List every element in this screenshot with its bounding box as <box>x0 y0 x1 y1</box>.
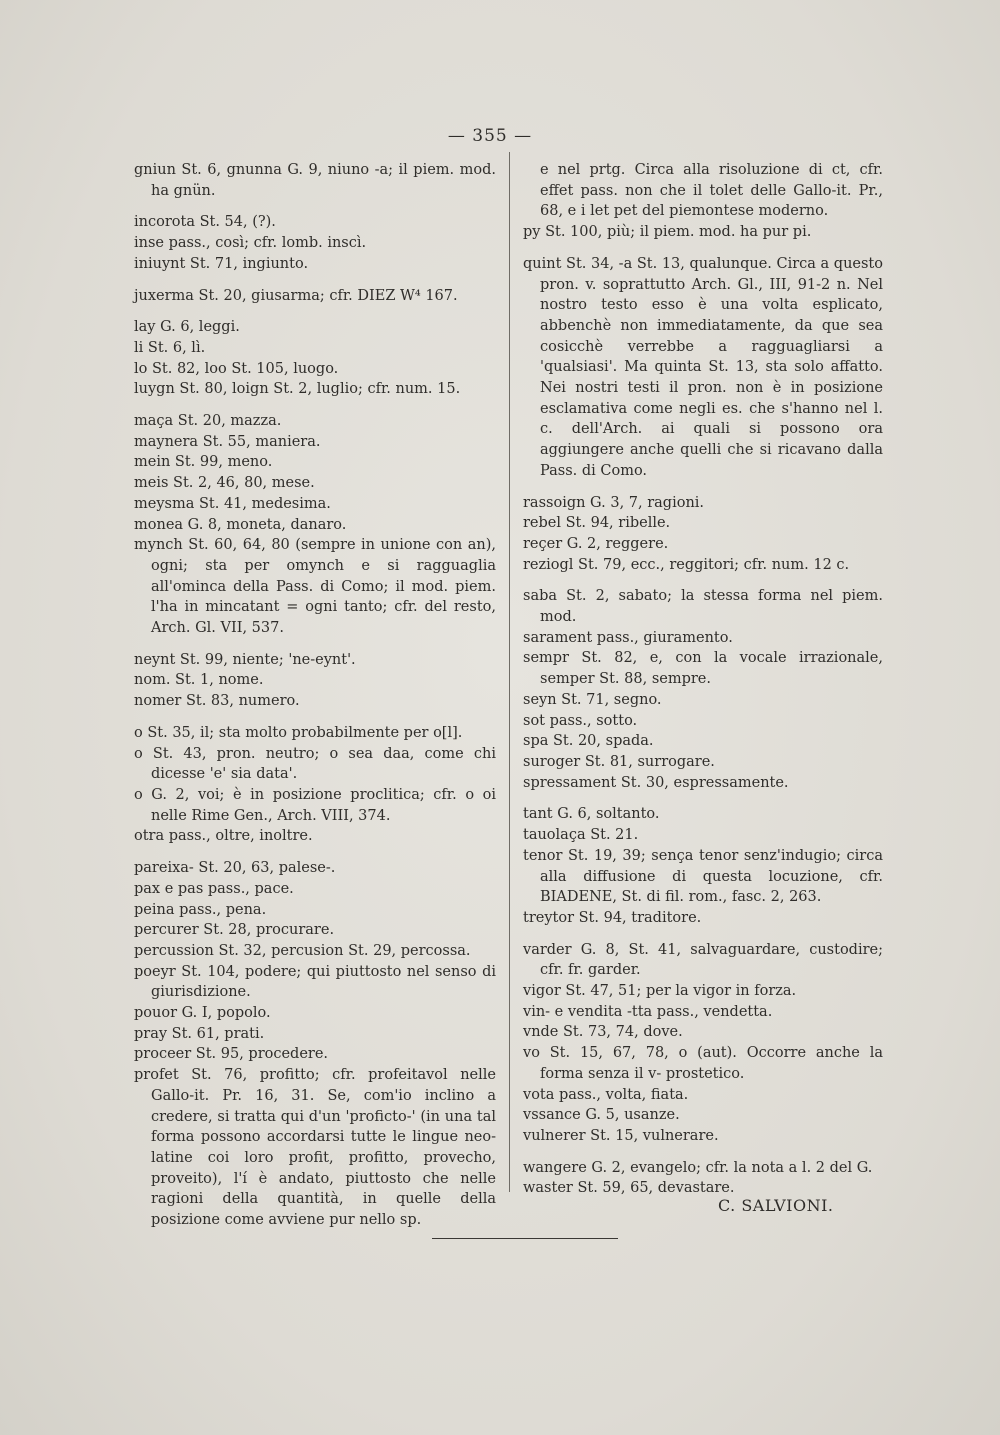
glossary-entry: rassoign G. 3, 7, ragioni. <box>523 494 705 511</box>
glossary-entry: mynch St. 60, 64, 80 (sempre in unione con an), ogni; sta per omynch e si ragguaglia all'ominca della Pass. di Como; il mod. piem. l'ha in mincatant = ogni tanto; cfr. del resto, Arch. Gl. VII, 537. <box>134 537 496 637</box>
glossary-entry: rebel St. 94, ribelle. <box>523 515 671 532</box>
page-number: — 355 — <box>447 126 533 146</box>
glossary-entry: vnde St. 73, 74, dove. <box>523 1024 683 1041</box>
glossary-entry: vulnerer St. 15, vulnerare. <box>523 1127 719 1144</box>
glossary-entry: py St. 100, più; il piem. mod. ha pur pi. <box>523 224 812 241</box>
glossary-entry: lay G. 6, leggi. <box>134 319 240 336</box>
glossary-entry: varder G. 8, St. 41, salvaguardare, custodire; cfr. fr. garder. <box>523 941 883 979</box>
glossary-entry: percussion St. 32, percusion St. 29, percossa. <box>134 942 471 959</box>
glossary-entry: meis St. 2, 46, 80, mese. <box>134 475 315 492</box>
glossary-entry: reçer G. 2, reggere. <box>523 535 669 552</box>
glossary-entry: lo St. 82, loo St. 105, luogo. <box>134 360 339 377</box>
glossary-entry: pax e pas pass., pace. <box>134 880 294 897</box>
glossary-entry: tauolaça St. 21. <box>523 827 639 844</box>
right-column <box>523 160 883 1199</box>
glossary-entry: sot pass., sotto. <box>523 712 638 729</box>
glossary-entry: sempr St. 82, e, con la vocale irrazionale, semper St. 88, sempre. <box>523 650 883 688</box>
glossary-entry: vigor St. 47, 51; per la vigor in forza. <box>523 983 797 1000</box>
glossary-entry: luygn St. 80, loign St. 2, luglio; cfr. num. 15. <box>134 381 461 398</box>
glossary-entry: maça St. 20, mazza. <box>134 413 282 430</box>
glossary-entry: neynt St. 99, niente; 'ne-eynt'. <box>134 651 356 668</box>
glossary-entry: mein St. 99, meno. <box>134 454 273 471</box>
glossary-entry: iniuynt St. 71, ingiunto. <box>134 255 309 272</box>
glossary-entry: pray St. 61, prati. <box>134 1025 265 1042</box>
glossary-entry: poeyr St. 104, podere; qui piuttosto nel senso di giurisdizione. <box>134 963 496 1001</box>
glossary-entry: vssance G. 5, usanze. <box>523 1107 680 1124</box>
glossary-entry: o G. 2, voi; è in posizione proclitica; cfr. o oi nelle Rime Gen., Arch. VIII, 374. <box>134 786 496 824</box>
glossary-entry: suroger St. 81, surrogare. <box>523 753 715 770</box>
closing-rule <box>432 1238 618 1239</box>
glossary-entry: inse pass., così; cfr. lomb. inscì. <box>134 235 367 252</box>
glossary-entry: li St. 6, lì. <box>134 339 206 356</box>
glossary-entry: vin- e vendita -tta pass., vendetta. <box>523 1003 773 1020</box>
glossary-entry: percurer St. 28, procurare. <box>134 922 335 939</box>
glossary-entry: waster St. 59, 65, devastare. <box>523 1180 735 1197</box>
glossary-entry: meysma St. 41, medesima. <box>134 495 331 512</box>
glossary-entry: profet St. 76, profitto; cfr. profeitavol nelle Gallo-it. Pr. 16, 31. Se, com'io inclino a credere, si tratta qui d'un 'proficto-' (in una tal forma possono accordarsi tutte le lingue neo-latine coi loro profit, profitto, provecho, proveito), l'í è andato, piuttosto che nelle ragioni della quantità, in quelle della posizione come avviene pur nello sp. <box>134 1067 496 1229</box>
glossary-entry: o St. 43, pron. neutro; o sea daa, come chi dicesse 'e' sia data'. <box>134 745 496 783</box>
glossary-entry: gniun St. 6, gnunna G. 9, niuno -a; il piem. mod. ha gnün. <box>134 162 496 199</box>
continued-entry: e nel prtg. Circa alla risoluzione di ct, cfr. effet pass. non che il tolet delle Gallo-it. Pr., 68, e i let pet del piemontese moderno. <box>540 162 883 220</box>
author-signature: C. SALVIONI. <box>718 1196 834 1215</box>
glossary-entry: o St. 35, il; sta molto probabilmente per o[l]. <box>134 724 463 741</box>
glossary-entry: seyn St. 71, segno. <box>523 691 662 708</box>
glossary-entry: reziogl St. 79, ecc., reggitori; cfr. num. 12 c. <box>523 556 850 573</box>
glossary-entry: nomer St. 83, numero. <box>134 693 300 710</box>
column-divider <box>509 152 510 1192</box>
glossary-entry: wangere G. 2, evangelo; cfr. la nota a l. 2 del G. <box>523 1159 873 1176</box>
glossary-entry: peina pass., pena. <box>134 901 267 918</box>
glossary-entry: sarament pass., giuramento. <box>523 629 733 646</box>
glossary-entry: otra pass., oltre, inoltre. <box>134 828 313 845</box>
glossary-entry: maynera St. 55, maniera. <box>134 433 321 450</box>
glossary-entry: saba St. 2, sabato; la stessa forma nel piem. mod. <box>523 588 883 626</box>
glossary-entry: juxerma St. 20, giusarma; cfr. DIEZ W⁴ 167. <box>134 287 458 304</box>
left-column <box>134 160 496 1231</box>
glossary-entry: vo St. 15, 67, 78, o (aut). Occorre anche la forma senza il v- prostetico. <box>523 1045 883 1082</box>
glossary-entry: pouor G. I, popolo. <box>134 1005 271 1022</box>
glossary-entry: tenor St. 19, 39; sença tenor senz'indugio; circa alla diffusione di questa locuzione, cfr. BIADENE, St. di fil. rom., fasc. 2, 263. <box>523 847 883 906</box>
glossary-entry: pareixa- St. 20, 63, palese-. <box>134 860 336 877</box>
glossary-entry: tant G. 6, soltanto. <box>523 806 660 823</box>
glossary-entry: quint St. 34, -a St. 13, qualunque. Circa a questo pron. v. soprattutto Arch. Gl., III, 91-2 n. Nel nostro testo esso è una volta esplicato, abbenchè non immediatamente, da que sea cosicchè verrebbe a ragguagliarsi a 'qualsiasi'. Ma quinta St. 13, sta solo affatto. Nei nostri testi il pron. non è in posizione esclamativa come negli es. che s'hanno nel l. c. dell'Arch. ai quali si possono ora aggiungere anche quelli che si ricavano dalla Pass. di Como. <box>523 255 883 479</box>
glossary-entry: proceer St. 95, procedere. <box>134 1046 329 1063</box>
glossary-entry: spressament St. 30, espressamente. <box>523 774 789 791</box>
glossary-entry: incorota St. 54, (?). <box>134 214 276 231</box>
glossary-entry: nom. St. 1, nome. <box>134 672 264 689</box>
glossary-entry: treytor St. 94, traditore. <box>523 909 702 926</box>
glossary-entry: vota pass., volta, fiata. <box>523 1086 689 1103</box>
glossary-entry: spa St. 20, spada. <box>523 733 654 750</box>
glossary-entry: monea G. 8, moneta, danaro. <box>134 516 347 533</box>
